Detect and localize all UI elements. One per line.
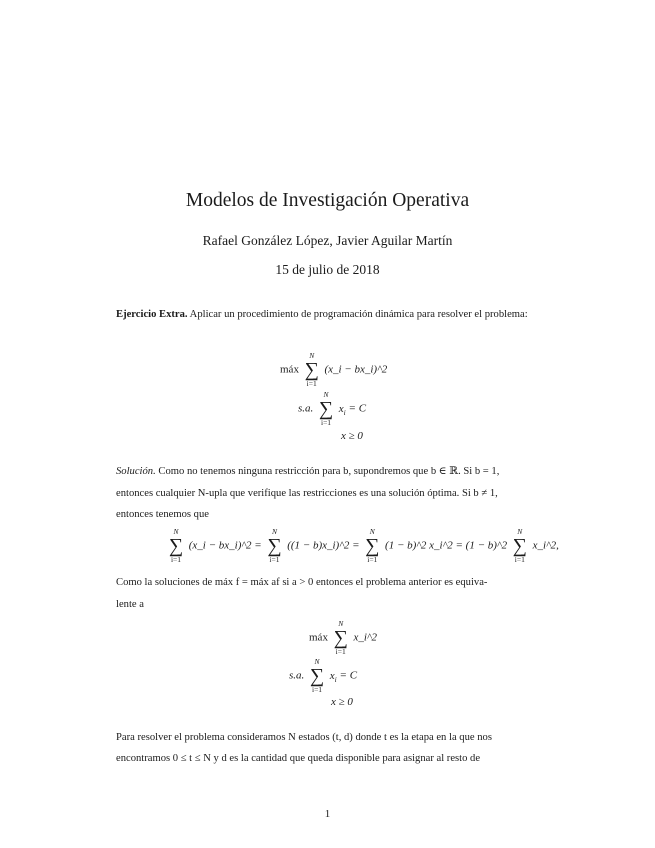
solution-line1: Como no tenemos ninguna restricción para b, supondremos que b ∈ ℝ. Si b = 1,	[158, 466, 500, 477]
solution-paragraph	[116, 461, 532, 483]
equation-part1: (x_i − bx_i)^2 =	[188, 539, 262, 552]
solution-line3: entonces tenemos que	[116, 509, 209, 520]
paper-authors: Rafael González López, Javier Aguilar Martín	[202, 233, 453, 248]
problem1-objective	[280, 352, 387, 388]
constraint-rhs: = C	[348, 402, 367, 415]
exercise-paragraph	[116, 304, 532, 326]
sum-symbol: N ∑ i=1	[512, 527, 527, 564]
sum-symbol: N ∑ i=1	[333, 619, 348, 656]
paragraph2-line1: Como la soluciones de máx f = máx af si a > 0 entonces el problema anterior es equiva-	[116, 577, 488, 588]
paper-title: Modelos de Investigación Operativa	[185, 190, 470, 211]
exercise-label: Ejercicio Extra.	[116, 309, 188, 320]
objective-expression: (x_i − bx_i)^2	[324, 363, 388, 376]
subject-to-label: s.a.	[289, 669, 305, 682]
problem2-nonnegativity: x ≥ 0	[331, 696, 353, 708]
sum-symbol: N ∑ i=1	[318, 390, 334, 427]
equation-part3: (1 − b)^2 x_i^2 = (1 − b)^2	[385, 539, 508, 552]
equation-part2: ((1 − b)x_i)^2 =	[287, 539, 360, 552]
sum-symbol: N ∑ i=1	[267, 527, 282, 564]
sum-symbol: N ∑ i=1	[304, 351, 319, 388]
exercise-text: Aplicar un procedimiento de programación dinámica para resolver el problema:	[189, 309, 528, 320]
problem2-objective	[309, 620, 377, 656]
max-operator: máx	[309, 631, 328, 644]
problem1-nonnegativity: x ≥ 0	[341, 430, 363, 442]
sum-symbol: N ∑ i=1	[309, 657, 325, 694]
equation-part4: x_i^2,	[532, 539, 559, 552]
solution-line2: entonces cualquier N-upla que verifique las restricciones es una solución óptima. Si b ≠ 1,	[116, 488, 498, 499]
page-number: 1	[324, 808, 331, 820]
paragraph3-line2: encontramos 0 ≤ t ≤ N y d es la cantidad que queda disponible para asignar al resto de	[116, 753, 481, 764]
objective-expression: x_i^2	[353, 631, 378, 644]
sum-symbol: N ∑ i=1	[168, 527, 184, 564]
solution-label: Solución.	[116, 466, 156, 477]
subject-to-label: s.a.	[298, 402, 314, 415]
sum-symbol: N ∑ i=1	[365, 527, 380, 564]
paragraph2-line2: lente a	[116, 599, 144, 610]
problem2-constraint: s.a. N ∑ i=1 $x_i = C$	[289, 657, 358, 694]
paragraph3-line1: Para resolver el problema consideramos N estados (t, d) donde t es la etapa en la que nos	[116, 732, 492, 743]
problem1-constraint: s.a. N ∑ i=1 $x_i = C$	[298, 390, 367, 427]
paper-date: 15 de julio de 2018	[275, 262, 380, 277]
max-operator: máx	[280, 363, 299, 376]
display-equation	[166, 528, 559, 564]
constraint-rhs: = C	[339, 669, 358, 682]
